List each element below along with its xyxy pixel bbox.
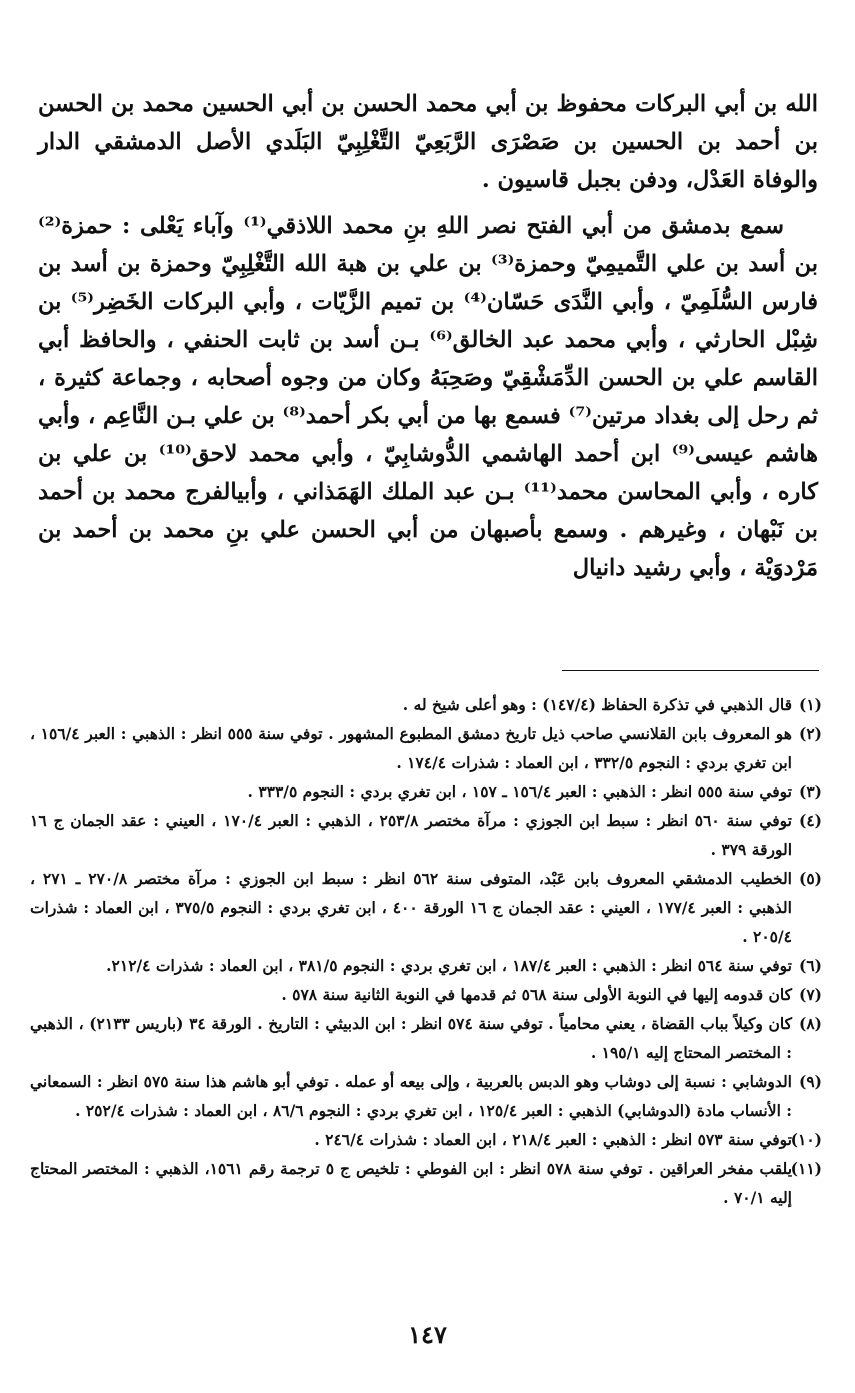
footnote-number: (٩) xyxy=(798,1072,822,1091)
footnote-number: (٦) xyxy=(798,956,822,975)
footnote-text: الخطيب الدمشقي المعروف بابن عَبْد، المتوفى سنة ٥٦٢ انظر : سبط ابن الجوزي : مرآة مختصر ٢٧٠/٨ ـ ٢٧١ ، الذهبي : العبر ١٧٧/٤ ، العيني : عقد الجمان ج ١٦ الورقة ٤٠٠ ، ابن تغري بردي : النجوم ٣٧٥/٥ ، ابن العماد : شذرات ٢٠٥/٤ . xyxy=(30,869,792,946)
footnotes-list xyxy=(30,690,822,1212)
footnote-text: كان وكيلاً بباب القضاة ، يعني محامياً . توفي سنة ٥٧٤ انظر : ابن الدبيثي : التاريخ . الورقة ٣٤ (باريس ٢١٣٣) ، الذهبي : المختصر المحتاج إليه ١٩٥/١ . xyxy=(30,1014,792,1062)
footnote xyxy=(30,1067,822,1125)
footnote-number: (٢) xyxy=(798,724,822,743)
footnote xyxy=(30,719,822,777)
footnote-text: توفي سنة ٥٥٥ انظر : الذهبي : العبر ١٥٦/٤ ـ ١٥٧ ، ابن تغري بردي : النجوم ٣٣٣/٥ . xyxy=(247,782,792,801)
footnote-number: (١٠) xyxy=(790,1130,822,1149)
footnote xyxy=(30,1154,822,1212)
footnote-text: توفي سنة ٥٧٣ انظر : الذهبي : العبر ٢١٨/٤ ، ابن العماد : شذرات ٢٤٦/٤ . xyxy=(314,1130,792,1149)
footnote xyxy=(30,864,822,951)
footnote xyxy=(30,806,822,864)
footnote xyxy=(30,777,822,806)
footnote-number: (٧) xyxy=(798,985,822,1004)
footnote-text: هو المعروف بابن القلانسي صاحب ذيل تاريخ دمشق المطبوع المشهور . توفي سنة ٥٥٥ انظر : الذهبي : العبر ١٥٦/٤ ، ابن تغري بردي : النجوم ٣٣٢/٥ ، ابن العماد : شذرات ١٧٤/٤ . xyxy=(30,724,792,772)
footnote-text: الدوشابي : نسبة إلى دوشاب وهو الدبس بالعربية ، وإلى بيعه أو عمله . توفي أبو هاشم هذا سنة ٥٧٥ انظر : السمعاني : الأنساب مادة (الدوشابي) الذهبي : العبر ١٢٥/٤ ، ابن تغري بردي : النجوم ٨٦/٦ ، ابن العماد : شذرات ٢٥٢/٤ . xyxy=(30,1072,792,1120)
footnote-text: توفي سنة ٥٦٤ انظر : الذهبي : العبر ١٨٧/٤ ، ابن تغري بردي : النجوم ٣٨١/٥ ، ابن العماد : شذرات ٢١٢/٤. xyxy=(106,956,792,975)
page-number: ١٤٧ xyxy=(408,1320,447,1349)
footnote xyxy=(30,951,822,980)
footnote-text: يلقب مفخر العراقين . توفي سنة ٥٧٨ انظر : ابن الفوطي : تلخيص ج ٥ ترجمة رقم ١٥٦١، الذهبي : المختصر المحتاج إليه ٧٠/١ . xyxy=(30,1159,793,1207)
footnote xyxy=(30,1125,822,1154)
footnote-number: (٣) xyxy=(798,782,822,801)
footnote xyxy=(30,980,822,1009)
footnote-text: قال الذهبي في تذكرة الحفاظ (١٤٧/٤) : وهو أعلى شيخ له . xyxy=(402,695,792,714)
footnote xyxy=(30,1009,822,1067)
footnote-text: كان قدومه إليها في النوبة الأولى سنة ٥٦٨ ثم قدمها في النوبة الثانية سنة ٥٧٨ . xyxy=(281,985,792,1004)
footnote-number: (١١) xyxy=(790,1159,822,1178)
footnote xyxy=(30,690,822,719)
footnote-text: توفي سنة ٥٦٠ انظر : سبط ابن الجوزي : مرآة مختصر ٢٥٣/٨ ، الذهبي : العبر ١٧٠/٤ ، العيني : عقد الجمان ج ١٦ الورقة ٣٧٩ . xyxy=(30,811,792,859)
footnote-divider xyxy=(562,670,819,671)
main-text xyxy=(38,85,818,587)
footnote-number: (٤) xyxy=(798,811,822,830)
footnote-number: (١) xyxy=(798,695,822,714)
footnote-number: (٨) xyxy=(798,1014,822,1033)
body-paragraph: الله بن أبي البركات محفوظ بن أبي محمد الحسن بن أبي الحسين محمد بن الحسن بن أحمد بن الحسين بن صَصْرَى الرَّبَعِيّ التَّغْلِبِيّ البَلَدي الأصل الدمشقي الدار والوفاة العَدْل، ودفن بجبل قاسيون . xyxy=(38,91,818,193)
footnote-number: (٥) xyxy=(798,869,822,888)
body-paragraph: سمع بدمشق من أبي الفتح نصر اللهِ بنِ محمد اللاذقي⁽¹⁾ وآباء يَعْلى : حمزة⁽²⁾ بن أسد بن علي التَّميمِيّ وحمزة⁽³⁾ بن علي بن هبة الله التَّغْلِبِيّ وحمزة بن أسد بن فارس السُّلَمِيّ ، وأبي النَّدَى حَسّان⁽⁴⁾ بن تميم الزَّيّات ، وأبي البركات الخَضِر⁽⁵⁾ بن شِبْل الحارثي ، وأبي محمد عبد الخالق⁽⁶⁾ بـن أسد بن ثابت الحنفي ، والحافظ أبي القاسم علي بن الحسن الدِّمَشْقِيّ وصَحِبَهُ وكان من وجوه أصحابه ، وجماعة كثيرة ، ثم رحل إلى بغداد مرتين⁽⁷⁾ فسمع بها من أبي بكر أحمد⁽⁸⁾ بن علي بـن النَّاعِم ، وأبي هاشم عيسى⁽⁹⁾ ابن أحمد الهاشمي الدُّوشابِيّ ، وأبي محمد لاحق⁽¹⁰⁾ بن علي بن كاره ، وأبي المحاسن محمد⁽¹¹⁾ بـن عبد الملك الهَمَذاني ، وأبيالفرج محمد بن أحمد بن نَبْهان ، وغيرهم . وسمع بأصبهان من أبي الحسن علي بنِ محمد بن أحمد بن مَرْدوَيْة ، وأبي رشيد دانيال xyxy=(38,213,819,581)
